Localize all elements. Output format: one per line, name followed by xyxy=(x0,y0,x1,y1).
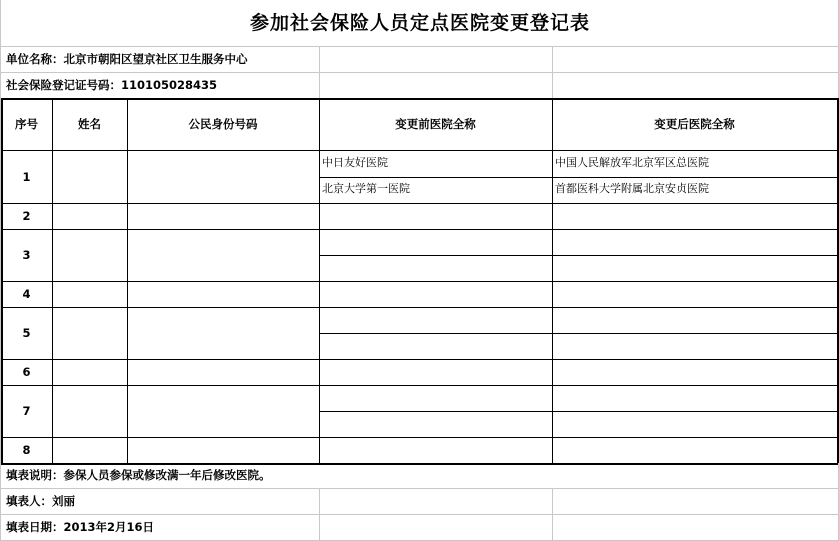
sub-row-divider xyxy=(319,177,837,178)
row-name xyxy=(52,203,127,229)
column-border xyxy=(552,98,553,463)
row-id-number xyxy=(127,437,319,463)
gridline-h xyxy=(0,46,839,47)
row-id-number xyxy=(127,229,319,281)
header-seq: 序号 xyxy=(15,117,38,131)
gridline-v xyxy=(552,46,553,98)
row-hospital-after xyxy=(552,203,837,229)
row-id-number xyxy=(127,385,319,437)
row-hospital-after xyxy=(552,281,837,307)
row-hospital-before: 北京大学第一医院 xyxy=(322,182,410,195)
row-hospital-before xyxy=(319,229,552,255)
gridline-v xyxy=(319,46,320,98)
row-hospital-before xyxy=(319,385,552,411)
row-seq: 2 xyxy=(22,209,31,223)
row-hospital-before xyxy=(319,411,552,437)
column-border xyxy=(52,98,53,463)
row-seq: 7 xyxy=(22,404,31,418)
row-hospital-before: 中日友好医院 xyxy=(322,156,388,169)
row-hospital-after xyxy=(552,437,837,463)
header-id-number: 公民身份号码 xyxy=(188,117,258,131)
gridline-v xyxy=(319,488,320,541)
row-hospital-after xyxy=(552,229,837,255)
row-seq: 5 xyxy=(22,326,31,340)
row-hospital-after: 首都医科大学附属北京安贞医院 xyxy=(555,182,709,195)
row-id-number xyxy=(127,151,319,203)
row-hospital-before xyxy=(319,437,552,463)
row-hospital-after xyxy=(552,359,837,385)
sub-row-divider xyxy=(319,333,837,334)
column-border xyxy=(127,98,128,463)
header-name: 姓名 xyxy=(78,117,101,131)
row-hospital-after xyxy=(552,411,837,437)
row-name xyxy=(52,359,127,385)
form-title: 参加社会保险人员定点医院变更登记表 xyxy=(249,12,590,34)
column-border xyxy=(319,98,320,463)
row-seq: 6 xyxy=(22,365,31,379)
row-id-number xyxy=(127,281,319,307)
sub-row-divider xyxy=(319,255,837,256)
row-name xyxy=(52,229,127,281)
row-name xyxy=(52,437,127,463)
row-name xyxy=(52,385,127,437)
row-id-number xyxy=(127,203,319,229)
row-name xyxy=(52,151,127,203)
row-seq: 3 xyxy=(22,248,31,262)
row-hospital-before xyxy=(319,359,552,385)
filler-line: 填表人：刘丽 xyxy=(6,494,75,508)
row-id-number xyxy=(127,359,319,385)
row-hospital-before xyxy=(319,307,552,333)
column-border xyxy=(1,98,3,463)
row-hospital-after xyxy=(552,307,837,333)
row-hospital-before xyxy=(319,333,552,359)
row-name xyxy=(52,281,127,307)
row-hospital-before xyxy=(319,203,552,229)
gridline-h xyxy=(0,72,839,73)
instruction-note: 填表说明：参保人员参保或修改满一年后修改医院。 xyxy=(6,468,271,482)
row-seq: 8 xyxy=(22,443,31,457)
row-seq: 4 xyxy=(22,287,31,301)
row-hospital-before xyxy=(319,255,552,281)
fill-date-line: 填表日期：2013年2月16日 xyxy=(6,520,155,534)
row-hospital-after xyxy=(552,385,837,411)
row-hospital-after: 中国人民解放军北京军区总医院 xyxy=(555,156,709,169)
row-hospital-after xyxy=(552,255,837,281)
gridline-v xyxy=(552,488,553,541)
row-id-number xyxy=(127,307,319,359)
row-name xyxy=(52,307,127,359)
row-seq: 1 xyxy=(22,170,31,184)
row-hospital-after xyxy=(552,333,837,359)
header-hospital-before: 变更前医院全称 xyxy=(395,117,476,131)
header-hospital-after: 变更后医院全称 xyxy=(654,117,735,131)
sub-row-divider xyxy=(319,411,837,412)
row-hospital-before xyxy=(319,281,552,307)
unit-name-line: 单位名称：北京市朝阳区望京社区卫生服务中心 xyxy=(6,52,248,66)
registration-number-line: 社会保险登记证号码：110105028435 xyxy=(6,78,218,92)
